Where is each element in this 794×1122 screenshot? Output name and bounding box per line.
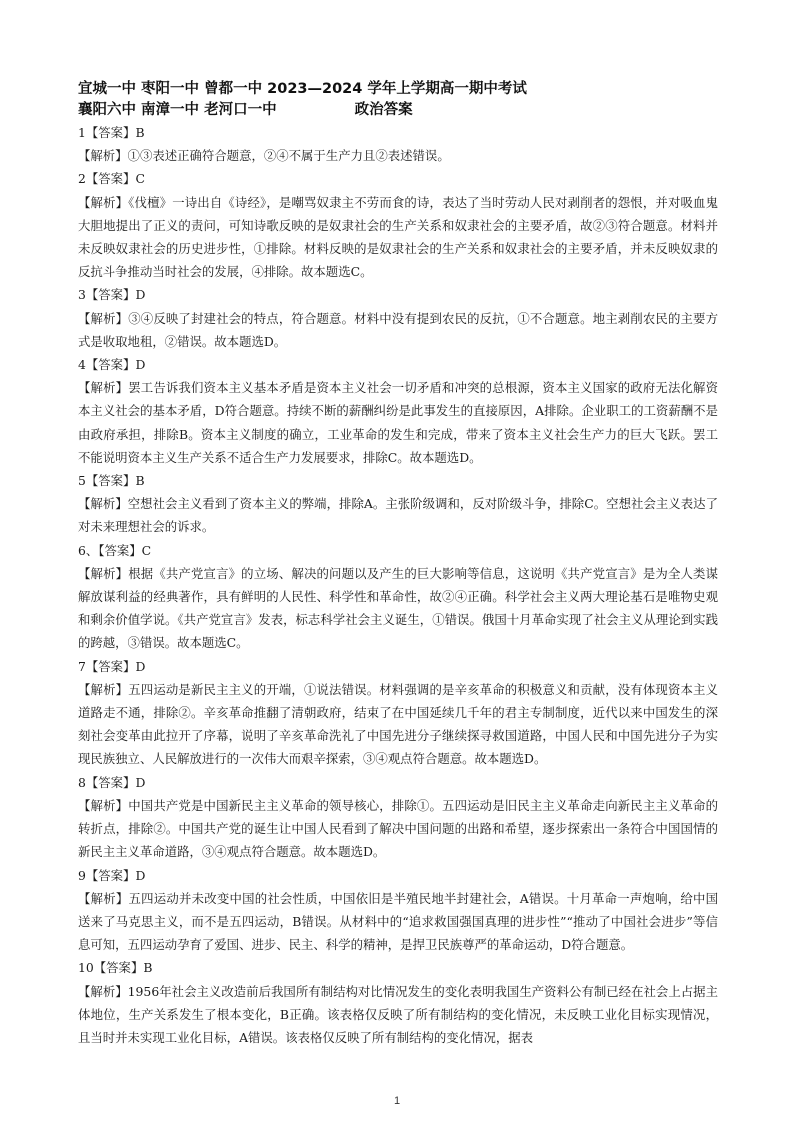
answer-key: 9【答案】D	[78, 867, 146, 883]
answer-entry-4	[78, 353, 718, 469]
answer-analysis: 【解析】五四运动并未改变中国的社会性质，中国依旧是半殖民地半封建社会，A错误。十月革命一声炮响，给中国送来了马克思主义，而不是五四运动，B错误。从材料中的“追求救国强国真理的进步性”“推动了中国社会进步”等信息可知，五四运动孕育了爱国、进步、民主、科学的精神，是捍卫民族尊严的革命运动，D符合题意。	[78, 890, 718, 953]
header-line-2	[78, 100, 718, 121]
answer-entry-8	[78, 771, 718, 864]
answer-analysis: 【解析】罢工告诉我们资本主义基本矛盾是资本主义社会一切矛盾和冲突的总根源，资本主义国家的政府无法化解资本主义社会的基本矛盾，D符合题意。持续不断的薪酬纠纷是此事发生的直接原因，A排除。企业职工的工资薪酬不是由政府承担，排除B。资本主义制度的确立，工业革命的发生和完成，带来了资本主义社会生产力的巨大飞跃。罢工不能说明资本主义生产关系不适合生产力发展要求，排除C。故本题选D。	[78, 380, 718, 465]
answer-analysis: 【解析】①③表述正确符合题意，②④不属于生产力且②表述错误。	[78, 148, 450, 164]
answer-entry-10	[78, 956, 718, 1049]
answer-key: 1【答案】B	[78, 125, 145, 140]
answer-key: 2【答案】C	[78, 171, 145, 187]
answer-key: 6、【答案】C	[78, 542, 152, 558]
answer-key: 5【答案】B	[78, 473, 145, 489]
answer-entry-1	[78, 121, 718, 167]
answer-analysis: 【解析】五四运动是新民主主义的开端，①说法错误。材料强调的是辛亥革命的积极意义和贡献，没有体现资本主义道路走不通，排除②。辛亥革命推翻了清朝政府，结束了在中国延续几千年的君主专制制度，近代以来中国发生的深刻社会变革由此拉开了序幕，说明了辛亥革命洗礼了中国先进分子继续探寻救国道路，中国人民和中国先进分子为实现民族独立、人民解放进行的一次伟大而艰辛探索，③④观点符合题意。故本题选D。	[78, 681, 718, 767]
answer-entry-7	[78, 655, 718, 771]
document-header	[78, 79, 718, 121]
answer-key: 10【答案】B	[78, 960, 153, 976]
answer-analysis: 【解析】1956年社会主义改造前后我国所有制结构对比情况发生的变化表明我国生产资料公有制已经在社会上占据主体地位，生产关系发生了根本变化，B正确。该表格仅反映了所有制结构的变化情况，未反映工业化目标实现情况，且当时并未实现工业化目标，A错误。该表格仅反映了所有制结构的变化情况，据表	[78, 983, 718, 1045]
answer-entry-5	[78, 469, 718, 539]
header-line-1: 宜城一中 枣阳一中 曾都一中 2023—2024 学年上学期高一期中考试	[78, 81, 527, 97]
answer-analysis: 【解析】空想社会主义看到了资本主义的弊端，排除A。主张阶级调和，反对阶级斗争，排除C。空想社会主义表达了对未来理想社会的诉求。	[78, 496, 718, 535]
answer-key: 7【答案】D	[78, 658, 146, 674]
answer-key: 3【答案】D	[78, 287, 146, 303]
page-number: 1	[393, 1095, 401, 1107]
answer-analysis: 【解析】中国共产党是中国新民主主义革命的领导核心，排除①。五四运动是旧民主主义革命走向新民主主义革命的转折点，排除②。中国共产党的诞生让中国人民看到了解决中国问题的出路和希望，逐步探索出一条符合中国国情的新民主主义革命道路，③④观点符合题意。故本题选D。	[78, 797, 718, 860]
answer-entry-9	[78, 864, 718, 957]
answer-analysis: 【解析】《伐檀》一诗出自《诗经》，是嘲骂奴隶主不劳而食的诗，表达了当时劳动人民对剥削者的怨恨，并对吸血鬼大胆地提出了正义的责问，可知诗歌反映的是奴隶社会的生产关系和奴隶社会的主要矛盾，故②③符合题意。材料并未反映奴隶社会的历史进步性，①排除。材料反映的是奴隶社会的生产关系和奴隶社会的主要矛盾，并未反映奴隶的反抗斗争推动当时社会的发展，④排除。故本题选C。	[78, 194, 718, 280]
answer-entry-6	[78, 539, 718, 655]
answer-entry-3	[78, 283, 718, 353]
answer-key: 4【答案】D	[78, 357, 146, 373]
answer-analysis: 【解析】根据《共产党宣言》的立场、解决的问题以及产生的巨大影响等信息，这说明《共产党宣言》是为全人类谋解放谋利益的经典著作，具有鲜明的人民性、科学性和革命性，故②④正确。科学社会主义两大理论基石是唯物史观和剩余价值学说。《共产党宣言》发表，标志科学社会主义诞生，①错误。俄国十月革命实现了社会主义从理论到实践的跨越，③错误。故本题选C。	[78, 565, 718, 651]
answer-analysis: 【解析】③④反映了封建社会的特点，符合题意。材料中没有提到农民的反抗，①不合题意。地主剥削农民的主要方式是收取地租，②错误。故本题选D。	[78, 310, 718, 349]
answer-list	[78, 121, 718, 1049]
header-schools: 襄阳六中 南漳一中 老河口一中	[78, 102, 277, 118]
header-title: 政治答案	[354, 102, 413, 118]
answer-entry-2	[78, 167, 718, 283]
answer-key: 8【答案】D	[78, 774, 146, 790]
